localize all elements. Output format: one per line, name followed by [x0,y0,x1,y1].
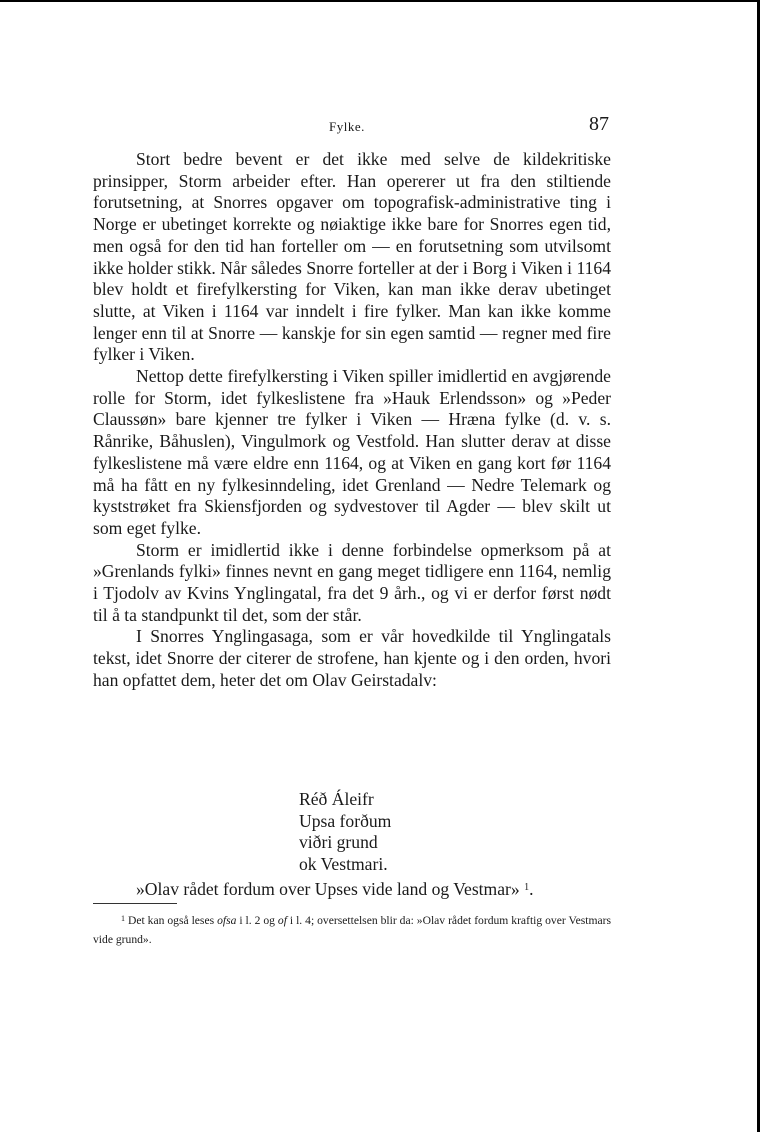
footnote-marker: 1 [121,914,125,923]
footnote-reference[interactable]: 1 [524,882,530,893]
footnote-variant-reading: of [277,914,287,927]
running-header: Fylke. [329,119,365,134]
paragraph: Nettop dette firefylkersting i Viken spiller imidlertid en avgjørende rolle for Storm, idet fylkeslistene fra »Hauk Erlendsson» og »Peder Claussøn» bare kjenner tre fylker i Viken — Hræna fylke (d. v. s. Rånrike, Båhuslen), Vingulmork og Vestfold. Han slutter derav at disse fylkeslistene må være eldre enn 1164, og at Viken en gang kort før 1164 må ha fått en ny fylkesinndeling, idet Grenland — Nedre Telemark og kyststrøket fra Skiensfjorden og sydvestover til Agder — blev skilt ut som eget fylke. [93,366,611,538]
footnote [93,909,611,949]
verse-quote [299,789,391,875]
footnote-text: Det kan også leses [127,914,218,927]
paragraph: Stort bedre bevent er det ikke med selve de kildekritiske prinsipper, Storm arbeider efter. Han opererer ut fra den stiltiende forutsetning, at Snorres opgaver om topografisk-administrative ting i Norge er ubetinget korrekte og nøiaktige ikke bare for Snorres egen tid, men også for den tid han forteller om — en forutsetning som utvilsomt ikke holder stikk. Når således Snorre forteller at der i Borg i Viken i 1164 blev holdt et firefylkersting for Viken, kan man ikke derav ubetinget slutte, at Viken i 1164 var inndelt i fire fylker. Man kan ikke komme lenger enn til at Snorre — kanskje for sin egen samtid — regner med fire fylker i Viken. [93,149,611,365]
footnote-divider [93,903,177,904]
page-number: 87 [589,113,609,135]
footnote-text: i l. 2 og [236,914,278,927]
verse-line: Réð Áleifr [299,789,374,809]
body-text [93,149,611,692]
verse-line: Upsa forðum [299,810,392,831]
translation-period: . [529,879,534,899]
paragraph: Storm er imidlertid ikke i denne forbindelse opmerksom på at »Grenlands fylki» finnes nevnt en gang meget tidligere enn 1164, nemlig i Tjodolv av Kvins Ynglingatal, fra det 9 årh., og vi er derfor først nødt til å ta standpunkt til det, som der står. [93,539,611,625]
footnote-text: i l. 4; oversettelsen blir da: »Olav rådet fordum kraftig over Vestmars vide grund». [93,914,611,946]
translation-line [136,879,534,900]
verse-line: viðri grund [299,832,378,852]
translation-text: »Olav rådet fordum over Upses vide land og Vestmar» [136,879,520,899]
paragraph: I Snorres Ynglingasaga, som er vår hovedkilde til Ynglingatals tekst, idet Snorre der citerer de strofene, han kjente og i den orden, hvori han opfattet dem, heter det om Olav Geirstadalv: [93,626,611,690]
footnote-variant-reading: ofsa [217,914,237,927]
verse-line: ok Vestmari. [299,853,388,874]
scan-edge-top [0,0,760,2]
